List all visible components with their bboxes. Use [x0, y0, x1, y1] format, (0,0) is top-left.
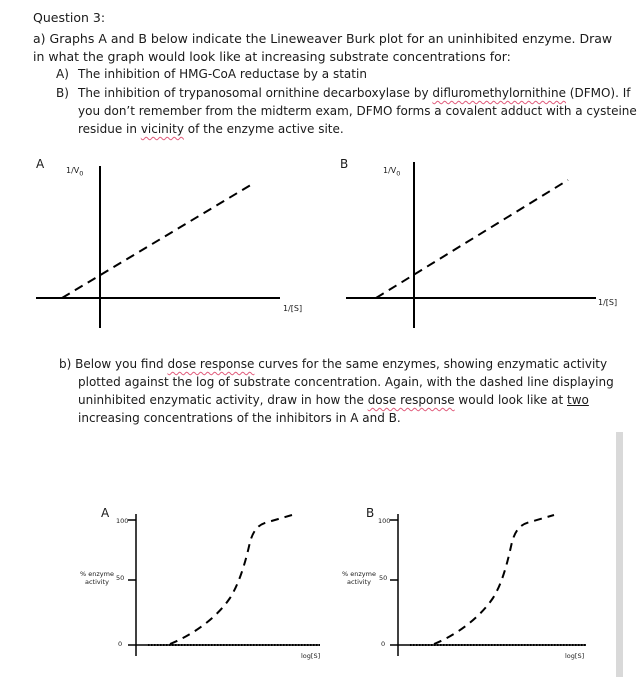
dose-a-tick-100: 100 — [116, 517, 129, 525]
dose-a-xlabel: log[S] — [301, 652, 321, 660]
lb-graph-a-ylabel: $1/V_0$ — [66, 166, 84, 178]
part-a-line-2: in what the graph would look like at increasing substrate concentrations for: — [33, 49, 511, 64]
part-b-l4: increasing concentrations of the inhibitors in A and B. — [78, 411, 401, 425]
lb-graph-b-letter: B — [340, 157, 349, 171]
dose-response-term-1: dose response — [167, 357, 255, 371]
dose-b-tick-0: 0 — [381, 640, 386, 648]
dose-b-tick-50: 50 — [379, 574, 388, 582]
dose-b-ylabel: % enzyme activity — [342, 570, 376, 586]
question-title: Question 3: — [33, 10, 106, 25]
dose-graph-a-letter: A — [101, 506, 110, 520]
item-b-l1-post: (DFMO). If — [565, 86, 631, 100]
part-b-l1-pre: b) Below you find — [59, 357, 168, 371]
part-a-line-1: a) Graphs A and B below indicate the Lineweaver Burk plot for an uninhibited enzyme. Draw — [33, 31, 613, 46]
item-b-l2: you don’t remember from the midterm exam, DFMO forms a covalent adduct with a cysteine — [78, 104, 637, 118]
two-term: two — [567, 393, 589, 407]
dose-response-term-2: dose response — [367, 393, 455, 407]
lb-graph-a-letter: A — [36, 157, 45, 171]
lb-graph-a-xlabel: 1/[S] — [283, 304, 303, 313]
dose-a-tick-0: 0 — [118, 640, 123, 648]
dose-b-tick-100: 100 — [378, 517, 391, 525]
item-a-label: A) — [56, 67, 69, 81]
dose-a-ylabel: % enzyme activity — [80, 570, 114, 586]
lb-graph-b-ylabel: $1/V_0$ — [383, 166, 401, 178]
part-b-l2: plotted against the log of substrate concentration. Again, with the dashed line displaying — [78, 375, 614, 389]
item-b-l3-pre: residue in — [78, 122, 141, 136]
vicinity-term: vicinity — [140, 122, 184, 136]
item-b-l3-post: of the enzyme active site. — [183, 122, 344, 136]
dose-a-tick-50: 50 — [116, 574, 125, 582]
vertical-scrollbar[interactable] — [616, 432, 623, 677]
dose-b-xlabel: log[S] — [565, 652, 585, 660]
dfmo-term: difluromethylornithine — [432, 86, 566, 100]
dose-graph-b-letter: B — [366, 506, 375, 520]
item-a-text: The inhibition of HMG-CoA reductase by a statin — [78, 67, 367, 81]
part-b-l3-mid: would look like at — [454, 393, 567, 407]
item-b-l1-pre: The inhibition of trypanosomal ornithine decarboxylase by — [78, 86, 433, 100]
lb-graph-b-xlabel: 1/[S] — [598, 298, 618, 307]
dose-b-uninhibited-curve — [434, 515, 554, 644]
part-b-l1-post: curves for the same enzymes, showing enzymatic activity — [254, 357, 608, 371]
item-b-label: B) — [56, 86, 69, 100]
part-b-l3-pre: uninhibited enzymatic activity, draw in how the — [78, 393, 368, 407]
